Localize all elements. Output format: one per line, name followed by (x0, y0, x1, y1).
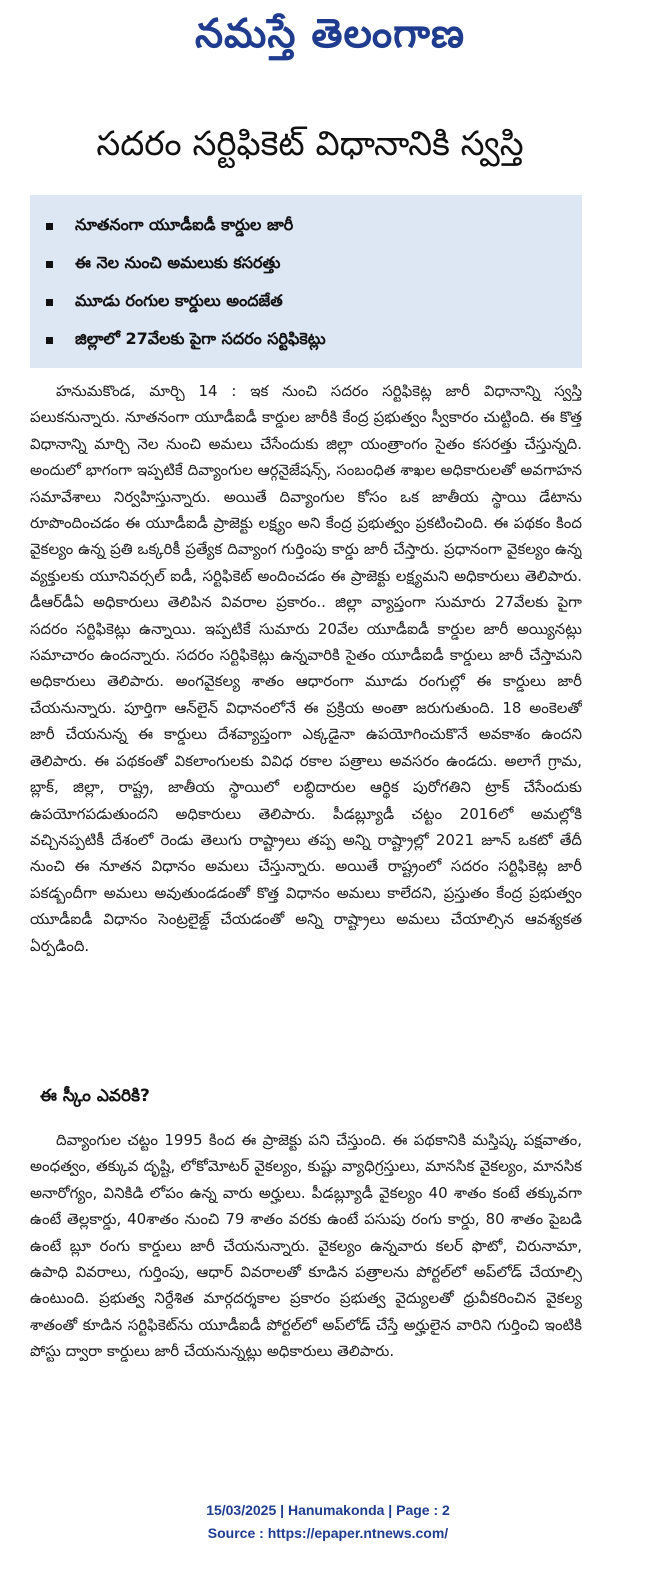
highlight-item (46, 207, 568, 245)
square-bullet-icon (46, 261, 53, 268)
square-bullet-icon (46, 299, 53, 306)
masthead-text: నమస్తే తెలంగాణ (194, 11, 466, 57)
highlight-text: ఈ నెల నుంచి అమలుకు కసరత్తు (75, 252, 281, 272)
newspaper-masthead (130, 8, 530, 70)
paragraph-2-text: దివ్యాంగుల చట్టం 1995 కింద ఈ ప్రాజెక్టు పని చేస్తుంది. ఈ పథకానికి మస్తిష్క పక్షవాతం, అంధత్వం, తక్కువ దృష్టి, లోకోమోటర్ వైకల్యం, కుష్టు వ్యాధిగ్రస్తులు, మానసిక వైకల్యం, మానసిక అనారోగ్యం, వినికిడి లోపం ఉన్న వారు అర్హులు. పీడబ్ల్యూడీ వైకల్యం 40 శాతం కంటే తక్కువగా ఉంటే తెల్లకార్డు, 40శాతం నుంచి 79 శాతం వరకు ఉంటే పసుపు రంగు కార్డు, 80 శాతం పైబడి ఉంటే బ్లూ రంగు కార్డులు జారీ చేయనున్నారు. వైకల్యం ఉన్నవారు కలర్ ఫొటో, చిరునామా, ఉపాధి వివరాలు, గుర్తింపు, ఆధార్ వివరాలతో కూడిన పత్రాలను పోర్టల్‌లో అప్‌లోడ్ చేయాల్సి ఉంటుంది. ప్రభుత్వ నిర్దేశిత మార్గదర్శకాల ప్రకారం ప్రభుత్వ వైద్యులతో ధ్రువీకరించిన వైకల్య శాతంతో కూడిన సర్టిఫికెట్‌ను యూడీఐడీ పోర్టల్‌లో అప్‌లోడ్ చేస్తే అర్హులైన వారిని గుర్తించి ఇంటికి పోస్టు ద్వారా కార్డులు జారీ చేయనున్నట్లు అధికారులు తెలిపారు. (30, 1131, 582, 1361)
square-bullet-icon (46, 223, 53, 230)
footer-source: Source : https://epaper.ntnews.com/ (207, 1525, 449, 1541)
section-subheading: ఈ స్కీం ఎవరికి? (40, 1086, 150, 1106)
highlight-item (46, 245, 568, 283)
highlight-item (46, 283, 568, 321)
article-headline: సదరం సర్టిఫికెట్ విధానానికి స్వస్తి (96, 124, 524, 164)
highlight-text: మూడు రంగుల కార్డులు అందజేత (75, 290, 283, 310)
article-body-paragraph-1 (30, 378, 582, 1070)
article-body-paragraph-2 (30, 1127, 582, 1447)
square-bullet-icon (46, 337, 53, 344)
highlight-item (46, 321, 568, 359)
highlight-text: జిల్లాలో 27వేలకు పైగా సదరం సర్టిఫికెట్లు (75, 328, 326, 348)
footer-dateline: 15/03/2025 | Hanumakonda | Page : 2 (206, 1502, 450, 1518)
highlight-text: నూతనంగా యూడీఐడీ కార్డుల జారీ (75, 214, 294, 234)
highlights-box (30, 195, 582, 368)
paragraph-1-text: హనుమకొండ, మార్చి 14 : ఇక నుంచి సదరం సర్టిఫికెట్ల జారీ విధానాన్ని స్వస్తి పలుకనున్నారు. నూతనంగా యూడీఐడీ కార్డుల జారీకి కేంద్ర ప్రభుత్వం స్వీకారం చుట్టింది. ఈ కొత్త విధానాన్ని మార్చి నెల నుంచి అమలు చేసేందుకు జిల్లా యంత్రాంగం సైతం కసరత్తు చేస్తున్నది. అందులో భాగంగా ఇప్పటికే దివ్యాంగుల ఆర్గనైజేషన్స్, సంబంధిత శాఖల అధికారులతో అవగాహన సమావేశాలు నిర్వహిస్తున్నారు. అయితే దివ్యాంగుల కోసం ఒక జాతీయ స్థాయి డేటాను రూపొందించడం ఈ యూడీఐడీ ప్రాజెక్టు లక్ష్యం అని కేంద్ర ప్రభుత్వం ప్రకటించింది. ఈ పథకం కింద వైకల్యం ఉన్న ప్రతి ఒక్కరికీ ప్రత్యేక దివ్యాంగ గుర్తింపు కార్డు జారీ చేస్తారు. ప్రధానంగా వైకల్యం ఉన్న వ్యక్తులకు యూనివర్సల్ ఐడీ, సర్టిఫికెట్ అందించడం ఈ ప్రాజెక్టు లక్ష్యమని అధికారులు తెలిపారు. డీఆర్‌డీఏ అధికారులు తెలిపిన వివరాల ప్రకారం.. జిల్లా వ్యాప్తంగా సుమారు 27వేలకు పైగా సదరం సర్టిఫికెట్లు ఉన్నాయి. ఇప్పటికే సుమారు 20వేల యూడీఐడీ కార్డుల జారీ అయ్యినట్లు సమాచారం ఉందన్నారు. సదరం సర్టిఫికెట్లు ఉన్నవారికి సైతం యూడీఐడీ కార్డులు జారీ చేస్తామని అధికారులు తెలిపారు. అంగవైకల్య శాతం ఆధారంగా మూడు రంగుల్లో ఈ కార్డులు జారీ చేయనున్నారు. పూర్తిగా ఆన్‌లైన్ విధానంలోనే ఈ ప్రక్రియ అంతా జరుగుతుంది. 18 అంకెలతో జారీ చేయనున్న ఈ కార్డులు దేశవ్యాప్తంగా ఎక్కడైనా ఉపయోగించుకొనే అవకాశం ఉందని తెలిపారు. ఈ పథకంతో వికలాంగులకు వివిధ రకాల పత్రాలు అవసరం ఉండదు. అలాగే గ్రామ, బ్లాక్, జిల్లా, రాష్ట్ర, జాతీయ స్థాయిలో లబ్ధిదారుల ఆర్థిక పురోగతిని ట్రాక్ చేసేందుకు ఉపయోగపడుతుందని అధికారులు తెలిపారు. పీడబ్ల్యూడీ చట్టం 2016లో అమల్లోకి వచ్చినప్పటికీ దేశంలో రెండు తెలుగు రాష్ట్రాలు తప్ప అన్ని రాష్ట్రాల్లో 2021 జూన్ ఒకటో తేదీ నుంచి ఈ నూతన విధానం అమలు చేస్తున్నారు. అయితే రాష్ట్రంలో సదరం సర్టిఫికెట్ల జారీ పకడ్బందీగా అమలు అవుతుండడంతో కొత్త విధానం అమలు కాలేదని, ప్రస్తుతం కేంద్ర ప్రభుత్వం యూడీఐడీ విధానం సెంట్రలైజ్డ్ చేయడంతో అన్ని రాష్ట్రాలు అమలు చేయాల్సిన ఆవశ్యకత ఏర్పడింది. (30, 382, 582, 955)
